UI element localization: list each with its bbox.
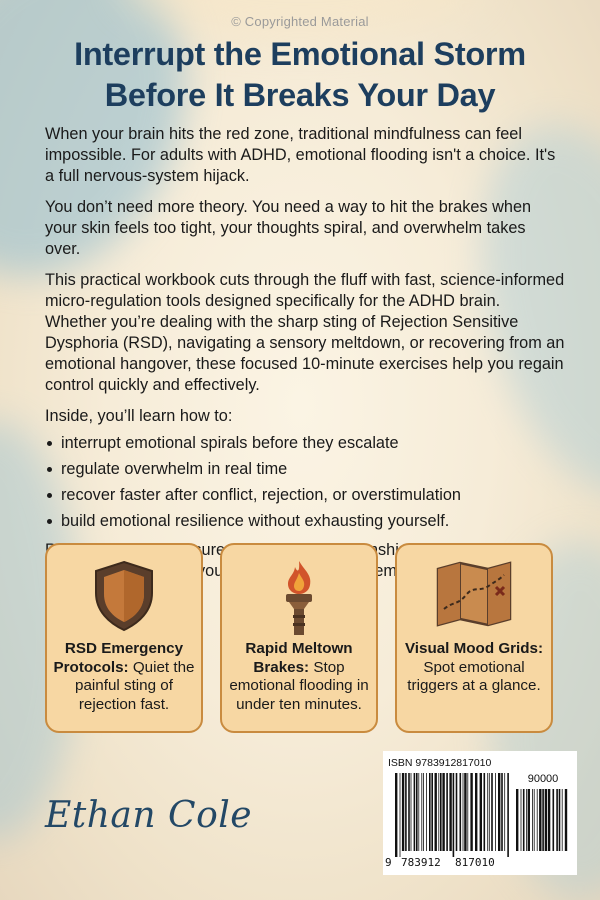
shield-icon: [91, 559, 157, 633]
barcode-bar: [467, 773, 468, 851]
list-item: recover faster after conflict, rejection, or overstimulation: [45, 485, 565, 506]
barcode-bar: [480, 773, 482, 851]
list-item: regulate overwhelm in real time: [45, 459, 565, 480]
barcode-bars: [395, 773, 511, 857]
barcode-bar: [395, 773, 397, 857]
barcode-bar: [548, 789, 550, 851]
paragraph-4: your: [197, 562, 229, 580]
paragraph-3: This practical workbook cuts through the fluff with fast, science-informed micro-regulation tools designed specifically for the ADHD brain. Whether you’re dealing with the sharp sting of Rejection Sensitive Dysphoria (RSD), navigating a sensory meltdown, or recovering from an emotional hangover, these focused 10-minute exercises help you regain control quickly and effectively.: [45, 271, 565, 394]
barcode-bar: [545, 789, 547, 851]
barcode-bar: [464, 773, 466, 851]
card-text: Quiet the painful sting of rejection fast.: [75, 658, 195, 713]
card-text: Stop emotional flooding in under ten minutes.: [229, 658, 369, 713]
barcode-bar: [526, 789, 527, 851]
barcode-bar: [504, 773, 505, 851]
barcode-bar: [528, 789, 530, 851]
barcode-bar: [516, 789, 518, 851]
feature-card-mood-grids: [395, 543, 553, 733]
barcode-bar: [438, 773, 439, 851]
addon-digits: 90000: [527, 773, 559, 785]
barcode-bar: [421, 773, 422, 851]
barcode-bar: [495, 773, 496, 851]
barcode-bar: [449, 773, 451, 851]
barcode-bar: [542, 789, 544, 851]
barcode-bar: [460, 773, 462, 851]
barcode-bar: [402, 773, 404, 851]
cover-headline: [0, 34, 600, 116]
barcode-bar: [440, 773, 442, 851]
feature-card-rsd: [45, 543, 203, 733]
barcode-bar: [487, 773, 488, 851]
barcode-bar: [521, 789, 522, 851]
list-item: build emotional resilience without exhausting yourself.: [45, 511, 565, 532]
barcode-bar: [559, 789, 561, 851]
barcode-bar: [453, 773, 455, 857]
barcode-bar: [405, 773, 407, 851]
barcode-bar: [446, 773, 448, 851]
card-title: Rapid Meltown Brakes:: [245, 640, 353, 676]
barcode-digit-first: 9: [385, 856, 392, 869]
barcode-bar: [565, 789, 567, 851]
list-item: interrupt emotional spirals before they escalate: [45, 433, 565, 454]
barcode-bar: [416, 773, 418, 851]
barcode-bar: [523, 789, 525, 851]
headline-line-2: Before It Breaks Your Day: [104, 77, 496, 113]
barcode-bar: [423, 773, 424, 851]
barcode-bar: [553, 789, 555, 851]
barcode-digits-right: 817010: [455, 856, 495, 869]
paragraph-1: When your brain hits the red zone, traditional mindfulness can feel impossible. For adults with ADHD, emotional flooding isn't a choice. It's a full nervous-system hijack.: [45, 125, 556, 185]
isbn-label: ISBN 9783912817010: [388, 757, 492, 769]
isbn-barcode: [383, 751, 577, 875]
barcode-bar: [426, 773, 427, 851]
map-icon: [434, 559, 514, 629]
barcode-bar: [491, 773, 493, 851]
card-title: RSD Emergency Protocols:: [53, 640, 184, 676]
barcode-bar: [484, 773, 486, 851]
barcode-bar: [562, 789, 563, 851]
barcode-bar: [498, 773, 500, 851]
feature-card-meltdown: [220, 543, 378, 733]
list-intro: Inside, you’ll learn how to:: [45, 407, 233, 425]
barcode-bar: [539, 789, 541, 851]
torch-icon: [274, 559, 324, 639]
paragraph-2: You don’t need more theory. You need a way to hit the brakes when your skin feels too tight, your thoughts spiral, and overwhelm takes over.: [45, 198, 532, 258]
barcode-bar: [470, 773, 472, 851]
blurb-text: [45, 124, 565, 592]
barcode-bar: [456, 773, 458, 851]
barcode-bar: [414, 773, 416, 851]
barcode-bar: [507, 773, 509, 857]
barcode-digits-left: 783912: [401, 856, 441, 869]
barcode-bar: [532, 789, 533, 851]
barcode-bar: [489, 773, 490, 851]
barcode-bar: [475, 773, 477, 851]
barcode-bar: [556, 789, 558, 851]
addon-barcode-bars: [516, 789, 570, 857]
benefit-list: [45, 433, 565, 532]
barcode-bar: [418, 773, 419, 851]
copyright-watermark: © Copyrighted Material: [231, 14, 369, 29]
card-text: Spot emotional triggers at a glance.: [407, 658, 541, 694]
barcode-bar: [408, 773, 410, 851]
barcode-bar: [429, 773, 431, 851]
barcode-bar: [534, 789, 535, 851]
barcode-bar: [411, 773, 412, 851]
barcode-bar: [463, 773, 464, 851]
author-name: Ethan Cole: [45, 795, 253, 836]
barcode-bar: [400, 773, 401, 857]
card-title: Visual Mood Grids:: [404, 640, 544, 657]
barcode-bar: [501, 773, 503, 851]
barcode-bar: [442, 773, 444, 851]
headline-line-1: Interrupt the Emotional Storm: [74, 36, 526, 72]
barcode-bar: [537, 789, 538, 851]
barcode-bar: [431, 773, 433, 851]
barcode-bar: [435, 773, 437, 851]
